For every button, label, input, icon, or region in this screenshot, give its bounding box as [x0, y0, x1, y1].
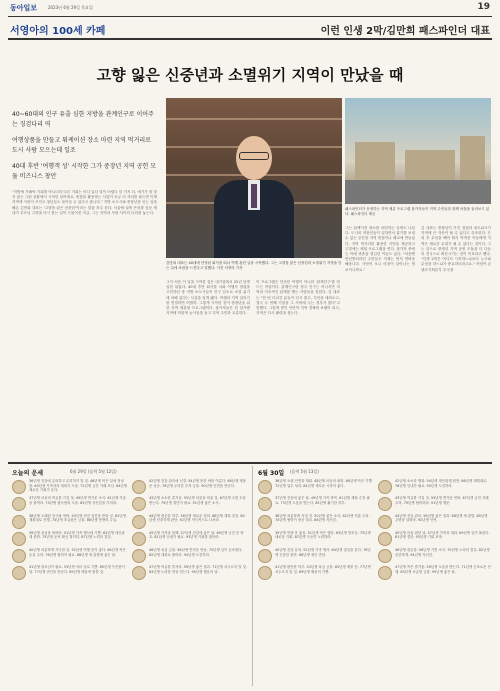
horoscope-item: 39년생 욕심을 버려라. 51년생 가족 행사에 기쁨. 63년생 대인관계 원만. 75년생 문서 확인 철저히. 87년생 노력의 결실.	[12, 530, 127, 547]
interview-photo	[166, 98, 342, 258]
section-title: 서영아의 100세 카페	[10, 26, 106, 37]
snake-icon	[258, 566, 272, 580]
lower-section-rule	[8, 462, 492, 464]
header-rule	[8, 16, 492, 17]
article-body-column-3: 이 프로그램은 단순한 여행이 아니라 '관계인구'를 만드는 작업이다. 관계인구란 정주 인구는 아니지만 지역과 지속적인 관계를 맺는 사람들을 말한다. 김 대표는 "한 번 다녀간 분들이 다시 찾고, 지인을 데려오고, 결국 두 번째 거점을 그 지역에 두는 경우가 많다"고 말했다. 그렇게 쌓인 인연이 지역 경제에 보탬이 되고, 지역은 다시 활력을 찾는다.	[256, 280, 340, 316]
tiger-icon	[12, 515, 26, 529]
article-body-column-1: "지방에 가봐야 기회를 아니더라 다른 기회는 어디 있다 말이 어렵다 한 가지 더, 얘기가 잘 맞지 않는 그런 상황에서 시작한 일이에요. 빈집을 활용하는 사업이 조금 더 자리를 잡으면 이제 지역에 사람이 모이고 청년들도 돌아올 수 있다고 봅니다." 지방 소도시와 중장년을 잇는 일을 해온 김만희 대표는 '고향을 잃은 신중년'이라는 말을 자주 쓴다. 서울에 살며 은퇴를 앞둔 세대가 부모님 고향을 다시 찾는 일이 드물어진 지금, 그는 지역과 사람 사이의 다리를 놓는다.	[12, 190, 157, 215]
horoscope-item: 46년생 욕심 금물. 58년생 반가운 만남. 70년생 일이 순조롭다. 82년생 대화로 풀어라. 94년생 도전하라.	[132, 547, 247, 564]
horoscope-item: 44년생 평온한 하루. 56년생 새로운 취미. 68년생 계획 점검. 80년생 신중하게 판단. 92년생 적극적으로 나서라.	[132, 513, 247, 530]
horoscope-item: 43년생 여유를 가질 것. 55년생 반가운 연락. 67년생 금전 거래 주의. 79년생 협력하라. 91년생 행운.	[378, 495, 491, 512]
village-photo	[345, 98, 491, 204]
horoscope-item: 40년생 차분하게 기다릴 것. 52년생 여행 운이 좋다. 64년생 작은 손실 주의. 76년생 협력이 필요. 88년생 새 출발에 좋은 날.	[12, 547, 127, 564]
rabbit-icon	[258, 532, 272, 546]
lead-line: 여행상품을 만들고 워케이션 장소 마련 지역 먹거리로 도시 사람 모으는데 일조	[12, 137, 151, 154]
horoscope-item: 37년생 마음의 여유를 가질 것. 49년생 반가운 소식. 61년생 지출을 줄여라. 73년생 윗사람의 도움. 85년생 자신감을 가져라.	[12, 495, 127, 512]
rat-icon	[258, 480, 272, 494]
lead-line: 40대 후반 '여행객 성' 시작한 그가 중장년 지역 공헌 모듈 비즈니스 창안	[12, 163, 157, 180]
horoscope-item: 43년생 소소한 즐거움. 55년생 마음을 비울 것. 67년생 주변 도움 받는다. 79년생 결단이 필요. 91년생 좋은 소식.	[132, 495, 247, 512]
horoscope-item: 41년생 말조심이 필요. 53년생 자녀 일로 기쁨. 65년생 꾸준함이 답. 77년생 귀인을 만난다. 89년생 배움에 힘쓸 것.	[12, 564, 127, 581]
horoscope-date-right: (음력 5월 13일)	[290, 469, 319, 474]
article-body-column-2: 그가 처음 이 일을 시작한 것은 대기업에서 20년 넘게 일한 뒤였다. 40대 후반 회사를 나와 여행사 창업을 고민하던 중 지방 소도시들이 인구 감소로 소멸 위기에 처해 있다는 사실을 알게 됐다. 여행과 지역 살리기를 연결하면 어떨까. 그렇게 시작한 것이 중장년을 위한 지역 체류형 프로그램이다. 참가자들은 한 달가량 지역에 머물며 농사일을 돕고 지역 주민과 교류한다.	[166, 280, 250, 316]
horoscope-column-4	[378, 478, 491, 686]
horoscope-column-3	[258, 478, 373, 686]
ox-icon	[12, 497, 26, 511]
article-body-column-4: 그는 워케이션 장소를 마련하는 일에도 나섰다. 도시의 직장인들이 일하면서 휴가를 보낼 수 있는 공간을 지역 빈집이나 폐교에 만들었다. 지역 먹거리를 활용한 식단을 제공하고 주말에는 체험 프로그램을 연다. 참가자 중에는 아예 귀촌을 결심한 이들도 있다. "처음엔 반신반의하던 주민들도 이제는 먼저 연락을 해옵니다. 사람이 오니 마을이 살아나는 게 보이니까요."	[345, 226, 415, 272]
monkey-icon	[378, 515, 392, 529]
horoscope-item: 47년생 작은 즐거움. 59년생 도움을 받는다. 71년생 순조로운 진행. 83년생 조급함 금물. 95년생 좋은 날.	[378, 564, 491, 581]
horoscope-item: 44년생 건강 관리. 56년생 좋은 결과. 68년생 새 출발. 80년생 주변을 살펴라. 92년생 인연.	[378, 513, 491, 530]
dragon-icon	[258, 549, 272, 563]
horse-icon	[378, 480, 392, 494]
rooster-icon	[132, 532, 146, 546]
issue-date: 2023년 6월 29일 목요일	[48, 5, 93, 10]
horoscope-item: 36년생 오랜 인연과 재회. 48년생 마음의 평화. 60년생 작은 기쁨. 72년생 업무 성과. 84년생 새로운 시작이 좋다.	[258, 478, 373, 495]
sheep-icon	[378, 497, 392, 511]
snake-icon	[12, 566, 26, 580]
person-figure	[214, 128, 294, 258]
glasses-icon	[239, 152, 269, 160]
horoscope-item: 45년생 마음 편한 날. 57년생 가족과 대화. 69년생 일이 풀린다. 81년생 결단. 93년생 기회 포착.	[378, 530, 491, 547]
dog-icon	[378, 549, 392, 563]
horoscope-date-left: 6월 29일 (음력 5월 12일)	[70, 469, 117, 474]
pig-icon	[132, 566, 146, 580]
horoscope-item: 45년생 가족과 함께. 57년생 건강에 좋은 날. 69년생 금전 운 양호. 81년생 인내가 필요. 93년생 기회를 잡아라.	[132, 530, 247, 547]
column-divider	[252, 466, 253, 686]
pig-icon	[378, 566, 392, 580]
rabbit-icon	[12, 532, 26, 546]
horoscope-item: 41년생 편안한 하루. 53년생 욕심 금물. 65년생 재물 운. 77년생 서두르지 말 것. 89년생 배움의 기쁨.	[258, 564, 373, 581]
horoscope-column-1	[12, 478, 127, 686]
article-headline: 고향 잃은 신중년과 소멸위기 지역이 만났을 때	[96, 66, 404, 84]
dog-icon	[132, 549, 146, 563]
horoscope-title-right: 6월 30일	[258, 470, 285, 477]
horoscope-item: 38년생 오래된 친구와 연락. 50년생 건강 검진을 받을 것. 62년생 계획대로 진행. 74년생 조급함은 금물. 86년생 뜻밖의 수입.	[12, 513, 127, 530]
page-number: 19	[477, 2, 490, 12]
horse-icon	[132, 480, 146, 494]
masthead	[0, 0, 500, 16]
section-rule	[8, 38, 492, 40]
horoscope-item: 46년생 평온함. 58년생 기쁜 소식. 70년생 노력의 결실. 82년생 신중하게. 94년생 자신감.	[378, 547, 491, 564]
horoscope-item: 36년생 건강에 유의하고 무리하지 말 것. 48년생 작은 일에 정성을. 60년생 가족과의 대화가 도움. 72년생 금전 거래 조심. 84년생 새로운 기회가 온다.	[12, 478, 127, 495]
horoscope-item: 42년생 건강 관리에 신경. 54년생 뜻한 바를 이룬다. 66년생 재물 운 상승. 78년생 무리한 투자 금물. 90년생 인연을 만난다.	[132, 478, 247, 495]
lead-summary	[12, 110, 157, 188]
sheep-icon	[132, 497, 146, 511]
horoscope-item: 38년생 차분하게 지낼 것. 50년생 좋은 소식. 62년생 지출 주의. 74년생 협력이 성공 열쇠. 86년생 자신감.	[258, 513, 373, 530]
horoscope-column-2	[132, 478, 247, 686]
horoscope-item: 37년생 건강에 좋은 날. 49년생 가족 화목. 61년생 계획 수정 필요. 73년생 도움을 받는다. 85년생 활기찬 하루.	[258, 495, 373, 512]
horoscope-title-left: 오늘의 운세	[12, 470, 44, 477]
photo1-caption: 김만희 대표는 40대에 안정된 회사를 떠나 여행 관련 일을 시작했다. 그는 고향을 잃은 신중년과 소멸위기 지역을 잇는 일에 보람을 느낀다고 말했다. 사진 서영아 기자	[166, 261, 342, 270]
article-body-column-5: 김 대표는 중장년이 가진 경험과 네트워크가 지역에 큰 자산이 될 수 있다고 강조한다. 은퇴 후 무엇을 해야 할지 막막한 이들에게 지역은 새로운 무대가 될 수 있다는 것이다. 그는 앞으로 중장년 지역 공헌 모듈을 더 다듬어 전국으로 확산시키는 것이 목표라고 했다. "인생 2막은 어디서 시작하느냐보다 누구와 무엇을 하느냐가 중요하더라고요." 서영아 콘텐츠기획본부 부국장	[421, 226, 491, 272]
series-title: 이런 인생 2막/김만희 패스파인더 대표	[320, 26, 490, 37]
rat-icon	[12, 480, 26, 494]
tiger-icon	[258, 515, 272, 529]
ox-icon	[258, 497, 272, 511]
horoscope-item: 39년생 여행 운 좋음. 51년생 작은 행운. 63년생 말조심. 75년생 새로운 기회. 87년생 꾸준히 노력하라.	[258, 530, 373, 547]
horoscope-item: 42년생 소소한 행복. 54년생 대인관계 원만. 66년생 계획대로. 78년생 인내가 필요. 90년생 도전하라.	[378, 478, 491, 495]
photo2-caption: 패스파인더가 운영하는 지역 체류 프로그램 참가자들이 지역 주민들과 함께 마을을 둘러보고 있다. 패스파인더 제공	[345, 207, 490, 216]
horoscope-item: 47년생 여유를 즐겨라. 59년생 좋은 결과. 71년생 서두르지 말 것. 83년생 노력한 만큼 얻는다. 95년생 행운의 날.	[132, 564, 247, 581]
monkey-icon	[132, 515, 146, 529]
lead-line: 40~60대의 인구 유출 심한 지방을 관계인구로 이어주는 징검다리 역	[12, 111, 154, 128]
dragon-icon	[12, 549, 26, 563]
newspaper-logo: 동아일보	[10, 4, 38, 12]
rooster-icon	[378, 532, 392, 546]
horoscope-item: 40년생 건강 유의. 52년생 가족 행사. 64년생 결실을 본다. 76년생 신중한 판단. 88년생 귀인 만남.	[258, 547, 373, 564]
